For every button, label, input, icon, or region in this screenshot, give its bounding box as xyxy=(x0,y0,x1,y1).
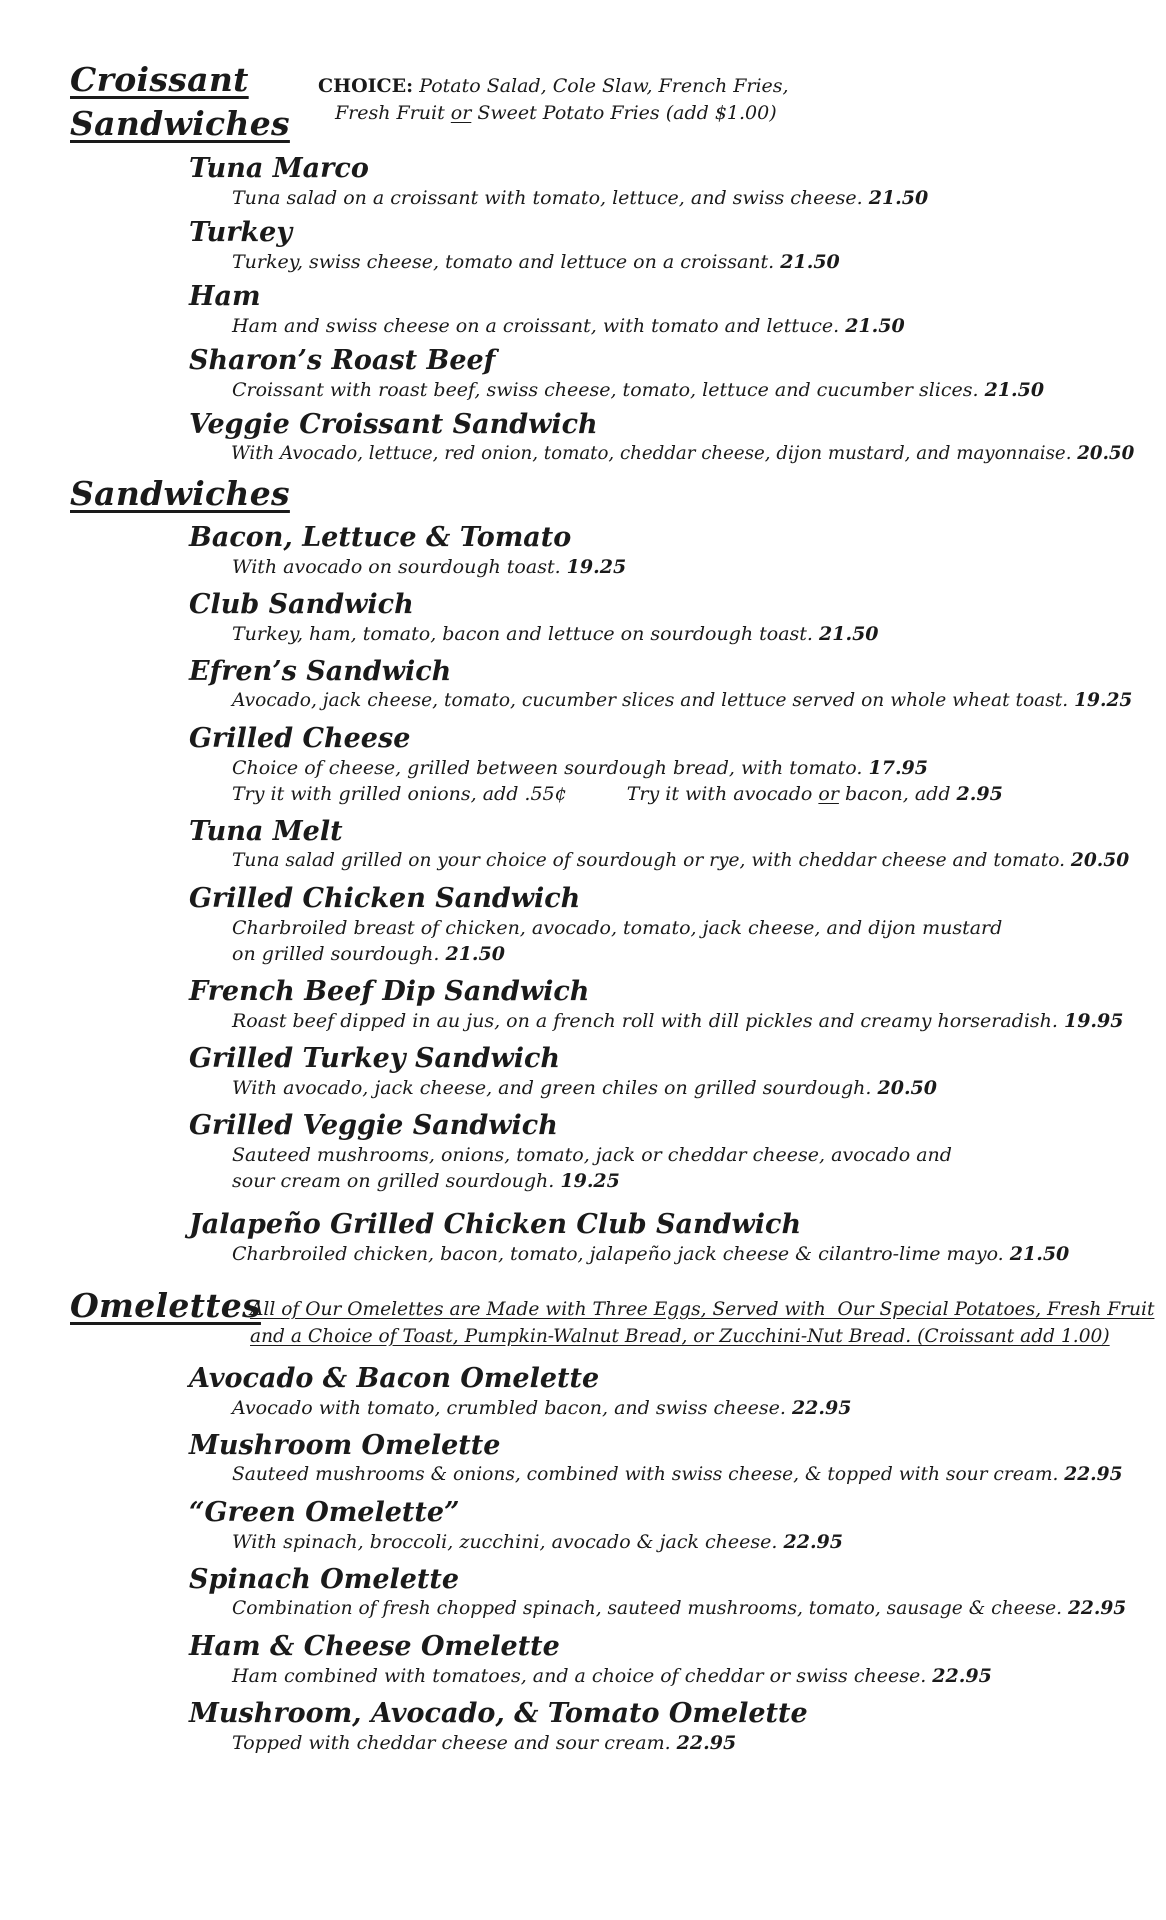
choice-or: or xyxy=(450,102,472,124)
item-description: Avocado, jack cheese, tomato, cucumber slices and lettuce served on whole wheat toast. 19.25 xyxy=(232,690,1133,711)
item-price: 20.50 xyxy=(1077,443,1135,464)
item-price: 22.95 xyxy=(1067,1598,1127,1619)
menu-item xyxy=(189,217,1089,275)
item-description: Turkey, ham, tomato, bacon and lettuce on sourdough toast. 21.50 xyxy=(232,623,879,645)
item-price: 19.95 xyxy=(1063,1010,1124,1032)
menu-item xyxy=(189,522,1089,580)
item-price: 21.50 xyxy=(1009,1243,1070,1265)
item-name: Turkey xyxy=(189,217,293,248)
menu-item xyxy=(189,345,1089,403)
item-name: “Green Omelette” xyxy=(189,1497,460,1528)
menu-item xyxy=(189,1698,1089,1756)
item-name: Spinach Omelette xyxy=(189,1564,460,1595)
item-name: Grilled Chicken Sandwich xyxy=(189,883,581,914)
item-name: Grilled Cheese xyxy=(189,723,411,754)
item-description: Avocado with tomato, crumbled bacon, and swiss cheese. 22.95 xyxy=(232,1397,852,1419)
item-description: With spinach, broccoli, zucchini, avocado & jack cheese. 22.95 xyxy=(232,1531,843,1553)
choice-line-1: Potato Salad, Cole Slaw, French Fries, xyxy=(419,75,789,97)
item-description: Ham combined with tomatoes, and a choice of cheddar or swiss cheese. 22.95 xyxy=(232,1665,992,1687)
item-description: Croissant with roast beef, swiss cheese, tomato, lettuce and cucumber slices. 21.50 xyxy=(232,379,1045,401)
item-price: 22.95 xyxy=(791,1397,852,1419)
menu-item xyxy=(189,723,1089,807)
section-title-sandwiches: Sandwiches xyxy=(70,474,290,513)
item-addons xyxy=(232,781,1089,807)
item-description: Tuna salad grilled on your choice of sourdough or rye, with cheddar cheese and tomato. 20.50 xyxy=(232,850,1130,871)
omelettes-note-line-1: All of Our Omelettes are Made with Three Eggs, Served with Our Special Potatoes, Fresh Fruit xyxy=(250,1299,1155,1320)
choice-line-2b: Sweet Potato Fries (add $1.00) xyxy=(471,102,777,124)
section-title-croissant-sandwiches xyxy=(70,58,290,146)
item-price: 21.50 xyxy=(868,187,929,209)
menu-item xyxy=(189,1110,1089,1194)
item-price: 22.95 xyxy=(676,1732,737,1754)
item-name: Ham xyxy=(189,281,261,312)
item-name: French Beef Dip Sandwich xyxy=(189,976,590,1007)
addon-avocado-bacon: Try it with avocado or bacon, add 2.95 xyxy=(626,783,1003,805)
item-description: Combination of fresh chopped spinach, sauteed mushrooms, tomato, sausage & cheese. 22.95 xyxy=(232,1598,1127,1619)
item-price: 21.50 xyxy=(819,623,879,645)
item-price: 22.95 xyxy=(1064,1464,1123,1485)
item-name: Grilled Turkey Sandwich xyxy=(189,1043,561,1074)
item-name: Mushroom Omelette xyxy=(189,1430,501,1461)
item-name: Jalapeño Grilled Chicken Club Sandwich xyxy=(189,1209,802,1240)
item-name: Sharon’s Roast Beef xyxy=(189,345,496,376)
item-price: 21.50 xyxy=(984,379,1045,401)
item-price: 17.95 xyxy=(868,757,928,779)
item-name: Efren’s Sandwich xyxy=(189,656,452,687)
item-price: 21.50 xyxy=(845,315,905,337)
menu-item xyxy=(189,1209,1089,1267)
item-price: 19.25 xyxy=(566,556,627,578)
omelettes-note xyxy=(250,1296,1154,1350)
section-title-line-2: Sandwiches xyxy=(70,104,290,143)
item-price: 21.50 xyxy=(445,943,505,965)
item-description: Charbroiled chicken, bacon, tomato, jalapeño jack cheese & cilantro-lime mayo. 21.50 xyxy=(232,1243,1070,1265)
menu-item xyxy=(189,656,1133,714)
menu-item xyxy=(189,1043,1089,1101)
menu-item xyxy=(189,816,1130,874)
menu-item xyxy=(189,153,1089,211)
item-name: Mushroom, Avocado, & Tomato Omelette xyxy=(189,1698,808,1729)
item-description: Sauteed mushrooms, onions, tomato, jack or cheddar cheese, avocado and sour cream on grilled sourdough. 19.25 xyxy=(232,1144,952,1192)
item-description: Sauteed mushrooms & onions, combined with swiss cheese, & topped with sour cream. 22.95 xyxy=(232,1464,1123,1485)
item-price: 20.50 xyxy=(1070,850,1130,871)
item-description: Turkey, swiss cheese, tomato and lettuce on a croissant. 21.50 xyxy=(232,251,840,273)
item-name: Ham & Cheese Omelette xyxy=(189,1631,560,1662)
item-description: With avocado on sourdough toast. 19.25 xyxy=(232,556,627,578)
item-price: 19.25 xyxy=(560,1170,620,1192)
menu-item xyxy=(189,1564,1127,1622)
item-description: With Avocado, lettuce, red onion, tomato, cheddar cheese, dijon mustard, and mayonnaise. 20.50 xyxy=(231,443,1135,464)
item-price: 20.50 xyxy=(877,1077,937,1099)
item-description: Choice of cheese, grilled between sourdough bread, with tomato. 17.95 xyxy=(232,757,928,779)
item-name: Club Sandwich xyxy=(189,589,414,620)
menu-item xyxy=(189,883,1089,967)
menu-item xyxy=(189,589,1089,647)
side-choice-note xyxy=(318,73,789,127)
item-price: 21.50 xyxy=(780,251,840,273)
item-description: With avocado, jack cheese, and green chiles on grilled sourdough. 20.50 xyxy=(232,1077,937,1099)
item-price: 22.95 xyxy=(783,1531,843,1553)
item-description: Tuna salad on a croissant with tomato, lettuce, and swiss cheese. 21.50 xyxy=(232,187,929,209)
item-name: Tuna Marco xyxy=(189,153,369,184)
choice-label: CHOICE: xyxy=(318,75,414,97)
item-name: Avocado & Bacon Omelette xyxy=(189,1363,600,1394)
menu-item xyxy=(189,1363,1089,1421)
menu-item xyxy=(189,1430,1123,1488)
addon-onions: Try it with grilled onions, add .55¢ xyxy=(232,783,567,805)
item-name: Bacon, Lettuce & Tomato xyxy=(189,522,572,553)
item-description: Charbroiled breast of chicken, avocado, tomato, jack cheese, and dijon mustard on grilled sourdough. 21.50 xyxy=(232,917,1003,965)
item-description: Topped with cheddar cheese and sour cream. 22.95 xyxy=(232,1732,737,1754)
item-price: 19.25 xyxy=(1074,690,1133,711)
omelettes-note-line-2: and a Choice of Toast, Pumpkin-Walnut Bread, or Zucchini-Nut Bread. (Croissant add 1.00) xyxy=(250,1326,1110,1347)
menu-item xyxy=(189,1497,1089,1555)
section-title-omelettes: Omelettes xyxy=(70,1286,261,1325)
item-name: Grilled Veggie Sandwich xyxy=(189,1110,558,1141)
choice-line-2a: Fresh Fruit xyxy=(335,102,451,124)
item-description: Ham and swiss cheese on a croissant, with tomato and lettuce. 21.50 xyxy=(232,315,905,337)
menu-item xyxy=(189,409,1135,467)
item-price: 22.95 xyxy=(932,1665,992,1687)
menu-item xyxy=(189,976,1124,1034)
menu-item xyxy=(189,281,1089,339)
item-name: Veggie Croissant Sandwich xyxy=(189,409,598,440)
item-name: Tuna Melt xyxy=(189,816,343,847)
menu-item xyxy=(189,1631,1089,1689)
section-title-line-1: Croissant xyxy=(70,60,249,99)
item-description: Roast beef dipped in au jus, on a french roll with dill pickles and creamy horseradish. 19.95 xyxy=(232,1010,1124,1032)
